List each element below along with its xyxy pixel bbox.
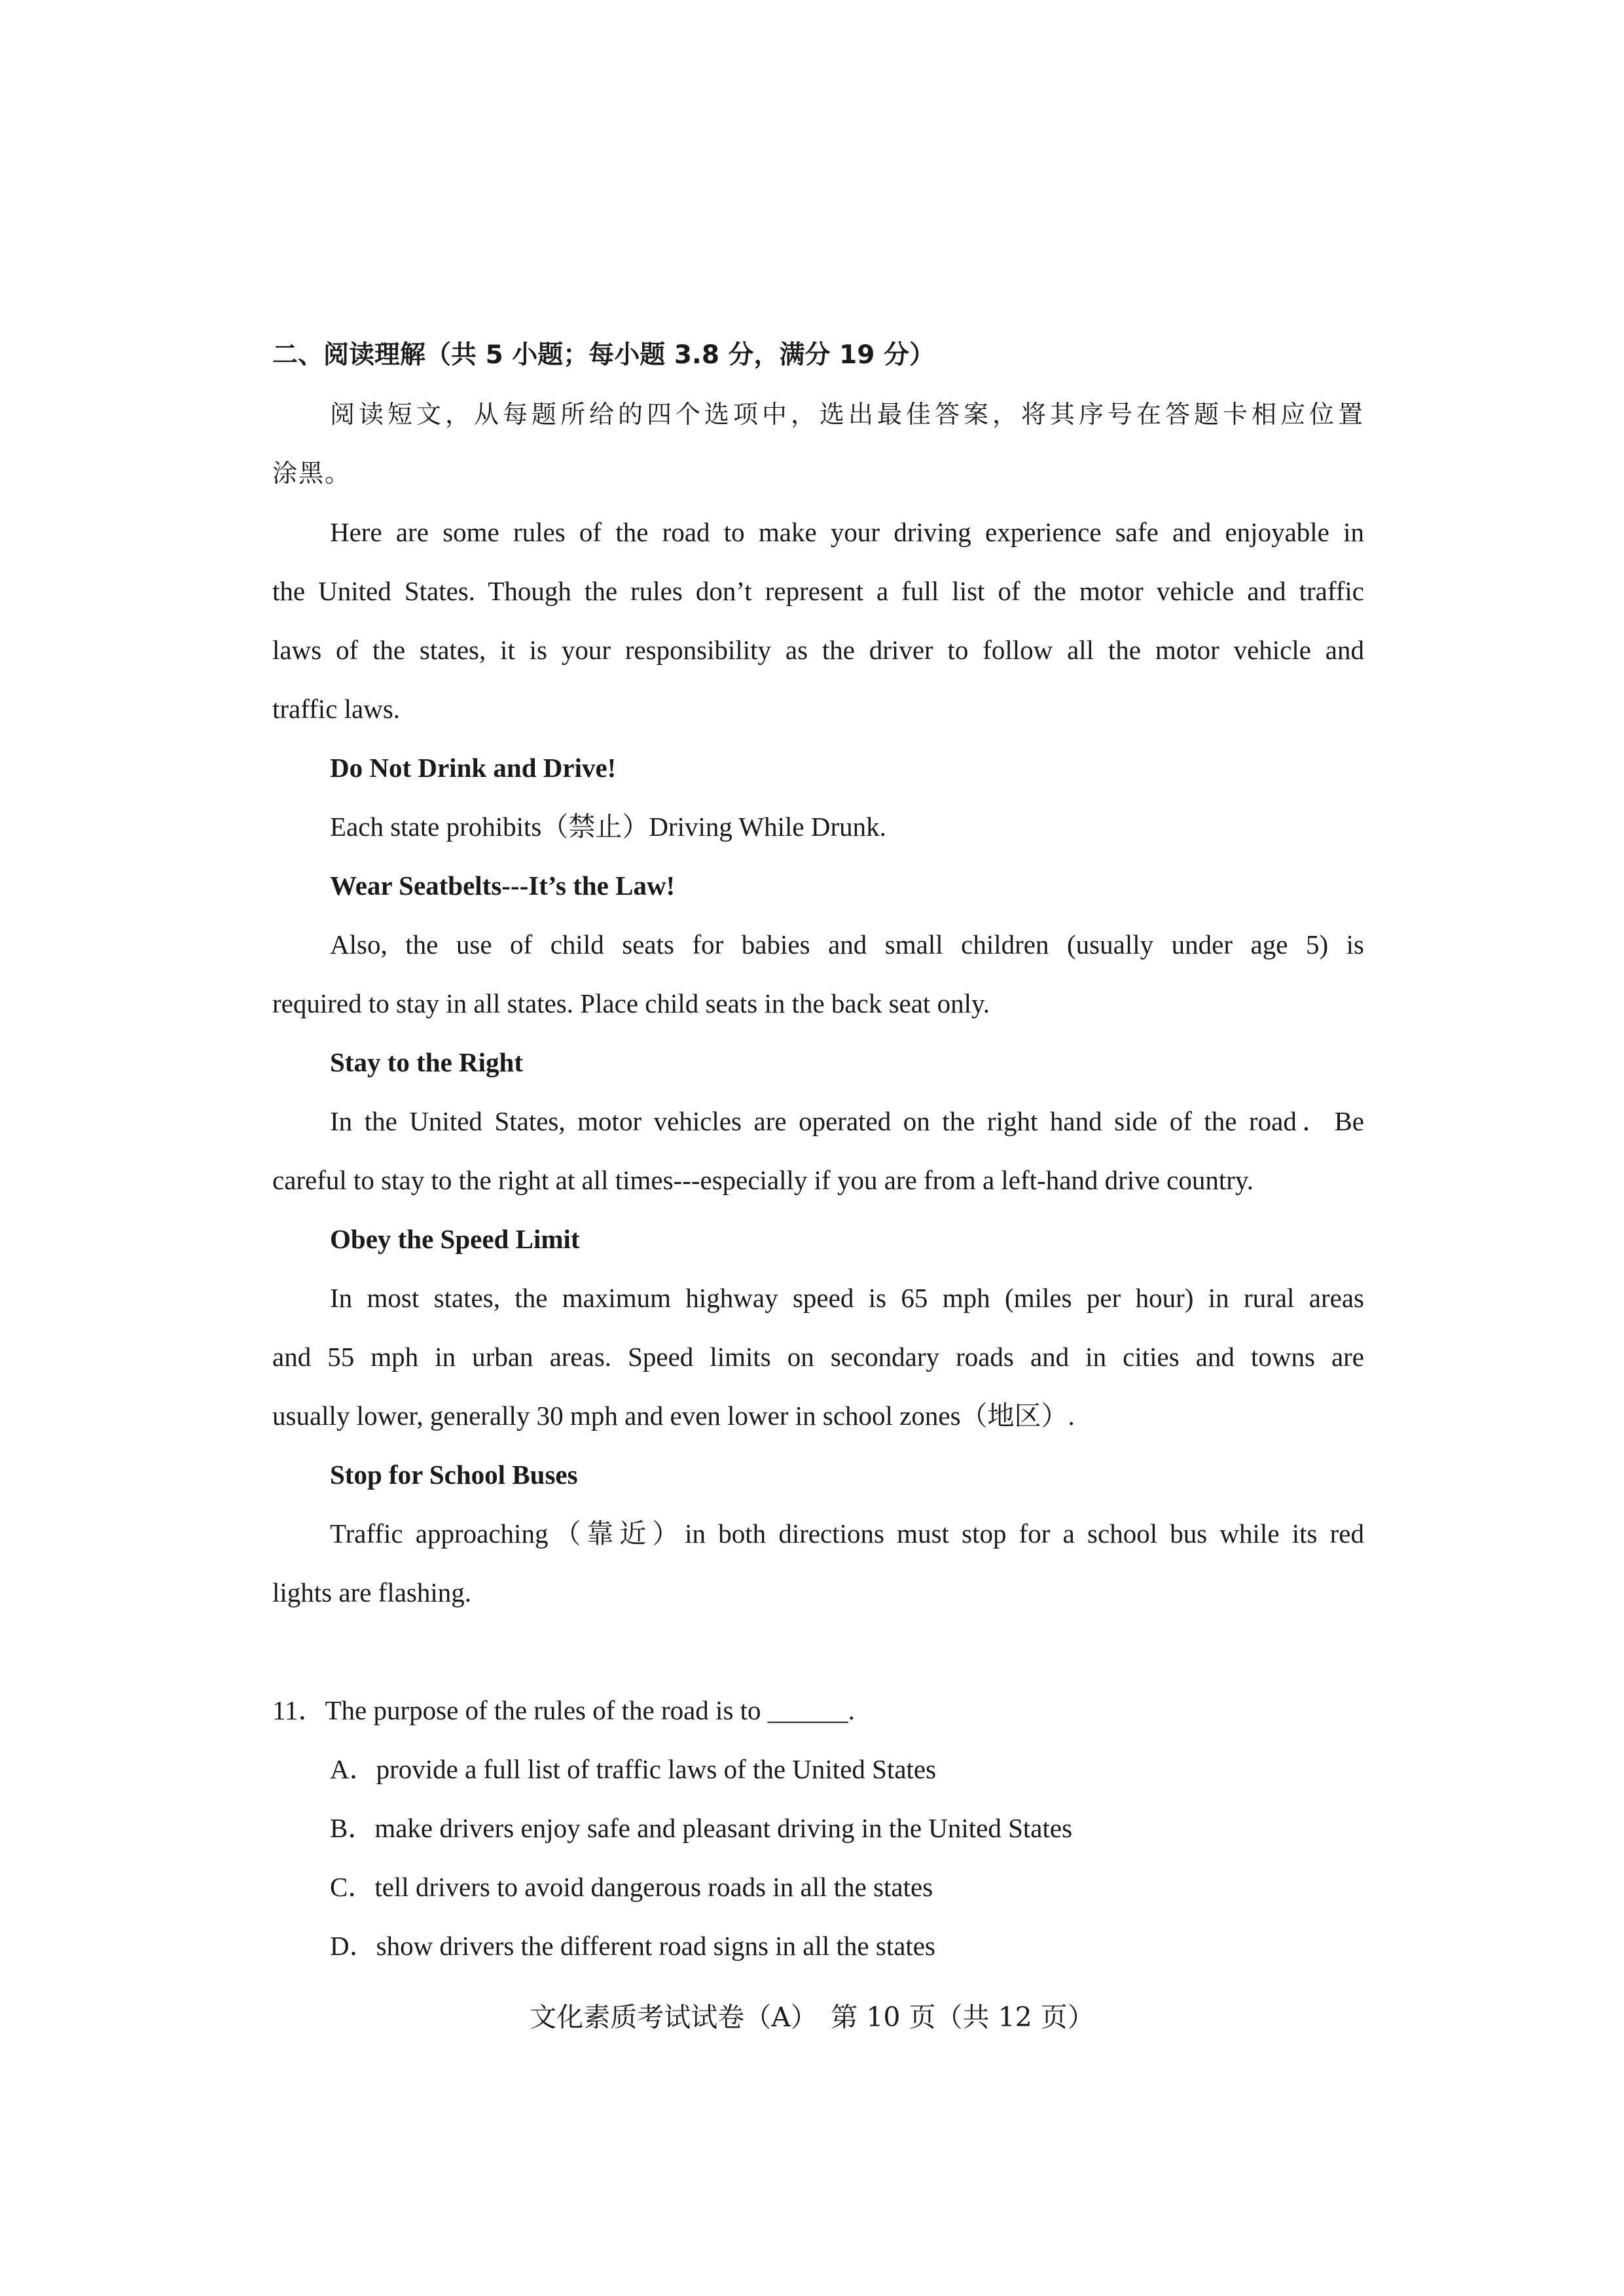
rule-text-stay-right-1: In the United States, motor vehicles are operated on the right hand side of the road．Be — [330, 1106, 1364, 1136]
instruction-line-1: 阅读短文，从每题所给的四个选项中，选出最佳答案，将其序号在答题卡相应位置 — [330, 400, 1364, 429]
rule-text-speed-limit-2: and 55 mph in urban areas. Speed limits on secondary roads and in cities and towns are — [272, 1342, 1364, 1372]
question-11-option-d: D．show drivers the different road signs in all the states — [330, 1931, 935, 1961]
question-11-stem: 11．The purpose of the rules of the road is to ______. — [272, 1695, 856, 1725]
passage-intro-line-4: traffic laws. — [272, 694, 401, 724]
rule-text-school-buses-2: lights are flashing. — [272, 1577, 472, 1607]
rule-text-seatbelts-2: required to stay in all states. Place child seats in the back seat only. — [272, 988, 990, 1018]
rule-heading-seatbelts: Wear Seatbelts---It’s the Law! — [330, 870, 676, 901]
spacer — [272, 1622, 1364, 1681]
instruction-line-2: 涂黑。 — [272, 459, 352, 488]
page-content — [272, 326, 1364, 1975]
rule-text-seatbelts-1: Also, the use of child seats for babies and small children (usually under age 5) is — [330, 929, 1364, 960]
rule-heading-drink-drive: Do Not Drink and Drive! — [330, 753, 617, 783]
rule-text-speed-limit-1: In most states, the maximum highway speed is 65 mph (miles per hour) in rural areas — [330, 1283, 1364, 1313]
rule-text-speed-limit-3: usually lower, generally 30 mph and even lower in school zones（地区）. — [272, 1401, 1075, 1431]
passage-intro-line-2: the United States. Though the rules don’t represent a full list of the motor vehicle and traffic — [272, 576, 1364, 606]
rule-heading-school-buses: Stop for School Buses — [330, 1460, 578, 1490]
rule-heading-stay-right: Stay to the Right — [330, 1047, 523, 1077]
rule-heading-speed-limit: Obey the Speed Limit — [330, 1224, 580, 1254]
question-11-option-a: A．provide a full list of traffic laws of the United States — [330, 1754, 937, 1784]
rule-text-stay-right-2: careful to stay to the right at all times---especially if you are from a left-hand drive country. — [272, 1165, 1254, 1195]
passage-intro-line-3: laws of the states, it is your responsibility as the driver to follow all the motor vehicle and — [272, 635, 1364, 665]
passage-intro-line-1: Here are some rules of the road to make your driving experience safe and enjoyable in — [330, 517, 1364, 547]
question-11-option-c: C．tell drivers to avoid dangerous roads in all the states — [330, 1872, 933, 1902]
rule-text-school-buses-1: Traffic approaching（靠近）in both directions must stop for a school bus while its red — [330, 1518, 1364, 1549]
question-11-option-b: B．make drivers enjoy safe and pleasant driving in the United States — [330, 1813, 1073, 1843]
page-footer: 文化素质考试试卷（A） 第 10 页（共 12 页） — [530, 2001, 1094, 2033]
section-title: 二、阅读理解（共 5 小题；每小题 3.8 分，满分 19 分） — [272, 340, 935, 370]
rule-text-drink-drive: Each state prohibits（禁止）Driving While Drunk. — [330, 812, 886, 842]
